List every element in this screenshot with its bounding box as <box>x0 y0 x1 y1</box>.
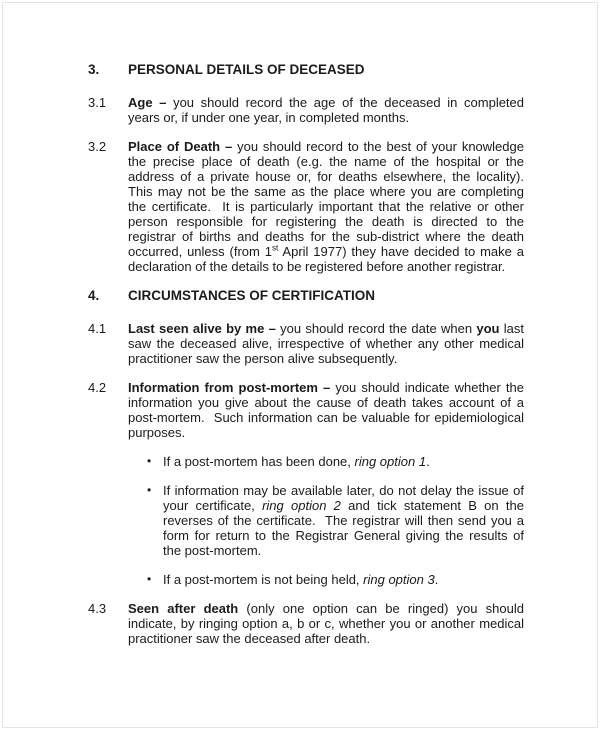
paragraph-text: Information from post-mortem – you should indicate whether the information you give about the cause of death takes account of a post-mortem. Such information can be valuable for epidemiological purposes. <box>128 380 528 440</box>
paragraph-4-1 <box>88 321 528 366</box>
paragraph-text: Seen after death (only one option can be ringed) you should indicate, by ringing option a, b or c, whether you or another medical practitioner saw the deceased after death. <box>128 601 528 646</box>
bullet-item <box>147 572 524 587</box>
paragraph-3-2 <box>88 139 532 274</box>
paragraph-text: Age – you should record the age of the deceased in completed years or, if under one year, in completed months. <box>128 95 528 125</box>
bullet-text: If information may be available later, do not delay the issue of your certificate, ring option 2 and tick statement B on the reverses of the certificate. The registrar will then send you a form for return to the Registrar General giving the results of the post-mortem. <box>163 483 528 558</box>
paragraph-text: Place of Death – you should record to the best of your knowledge the precise place of death (e.g. the name of the hospital or the address of a private house or, for deaths elsewhere, the locality). This may not be the same as the place where you are completing the certificate. It is particularly important that the relative or other person responsible for registering the death is directed to the registrar of births and deaths for the sub-district where the death occurred, unless (from 1st April 1977) they have decided to make a declaration of the details to be registered before another registrar. <box>128 139 532 274</box>
section-heading <box>88 288 524 303</box>
bullet-marker-icon: • <box>147 572 152 586</box>
bullet-text: If a post-mortem has been done, ring option 1. <box>163 454 430 469</box>
section-title: PERSONAL DETAILS OF DECEASED <box>128 62 365 77</box>
section-heading <box>88 62 524 77</box>
bullet-text: If a post-mortem is not being held, ring option 3. <box>163 572 439 587</box>
section-number: 3. <box>88 62 100 77</box>
bullet-item <box>147 483 528 558</box>
bullet-marker-icon: • <box>147 454 152 468</box>
paragraph-3-1 <box>88 95 528 125</box>
document-page <box>2 2 598 728</box>
paragraph-4-2 <box>88 380 528 440</box>
paragraph-number: 4.2 <box>88 380 107 395</box>
section-title: CIRCUMSTANCES OF CERTIFICATION <box>128 288 375 303</box>
bullet-marker-icon: • <box>147 483 152 497</box>
paragraph-4-3 <box>88 601 528 646</box>
section-circumstances <box>88 288 528 646</box>
paragraph-number: 3.2 <box>88 139 107 154</box>
paragraph-number: 3.1 <box>88 95 107 110</box>
section-personal-details <box>88 62 532 274</box>
paragraph-number: 4.1 <box>88 321 107 336</box>
section-number: 4. <box>88 288 100 303</box>
bullet-item <box>147 454 524 469</box>
paragraph-text: Last seen alive by me – you should record the date when you last saw the deceased alive, irrespective of whether any other medical practitioner saw the person alive subsequently. <box>128 321 528 366</box>
paragraph-number: 4.3 <box>88 601 107 616</box>
